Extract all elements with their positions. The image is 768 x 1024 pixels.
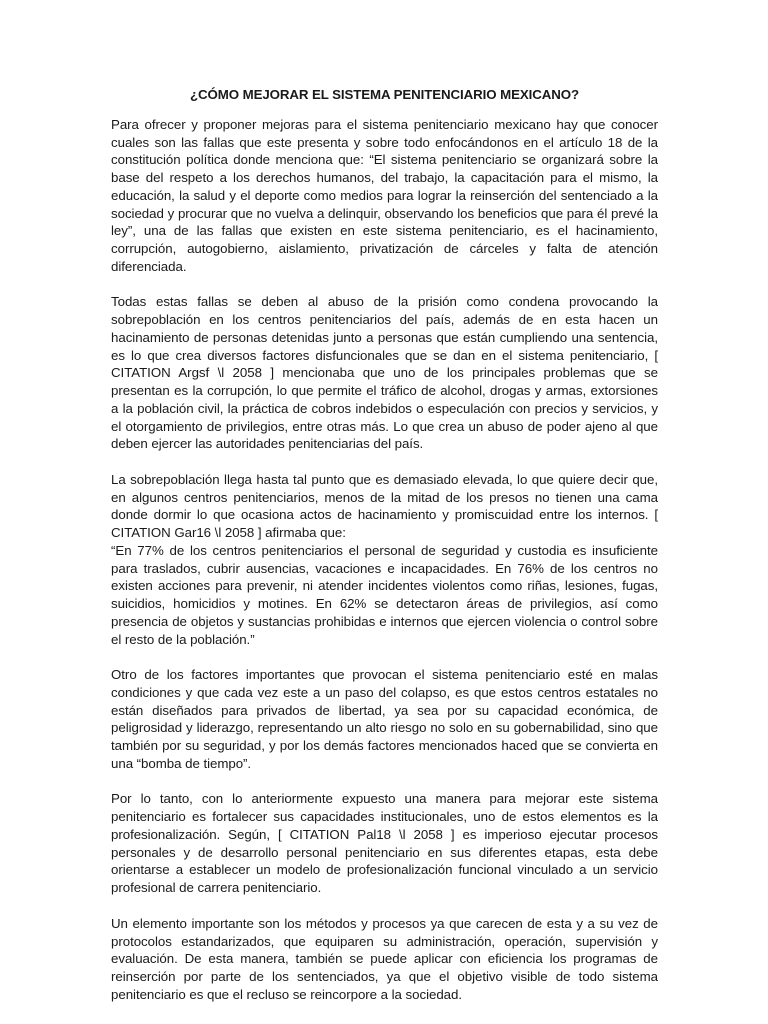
paragraph-methods-processes: Un elemento importante son los métodos y procesos ya que carecen de esta y a su vez de protocolos estandarizados, que equiparen su administración, operación, supervisión y evaluación. De esta manera, también se puede aplicar con eficiencia los programas de reinserción por parte de los sentenciados, ya que el objetivo visible de todo sistema penitenciario es que el recluso se reincorpore a la sociedad. xyxy=(111,915,658,1002)
paragraph-professionalization: Por lo tanto, con lo anteriormente expuesto una manera para mejorar este sistema penitenciario es fortalecer sus capacidades institucionales, uno de estos elementos es la profesionalización. Según, [ CITATION Pal18 \l 2058 ] es imperioso ejecutar procesos personales y de desarrollo personal penitenciario en sus diferentes etapas, esta debe orientarse a establecer un modelo de profesionalización funcional vinculado a un servicio profesional de carrera penitenciario. xyxy=(111,791,658,896)
paragraph-statistics-quote: “En 77% de los centros penitenciarios el personal de seguridad y custodia es insuficiente para traslados, cubrir ausencias, vacaciones e incapacidades. En 76% de los centros no existen acciones para prevenir, ni atender incidentes violentos como riñas, lesiones, fugas, suicidios, homicidios y motines. En 62% se detectaron áreas de privilegios, así como presencia de objetos y sustancias prohibidas e internos que ejercen violencia o control sobre el resto de la población.” xyxy=(111,542,658,647)
paragraph-overpopulation: La sobrepoblación llega hasta tal punto que es demasiado elevada, lo que quiere decir que, en algunos centros penitenciarios, menos de la mitad de los presos no tienen una cama donde dormir lo que ocasiona actos de hacinamiento y promiscuidad entre los internos. [ CITATION Gar16 \l 2058 ] afirmaba que: xyxy=(111,471,658,541)
paragraph-article-18: Para ofrecer y proponer mejoras para el sistema penitenciario mexicano hay que conocer cuales son las fallas que este presenta y sobre todo enfocándonos en el artículo 18 de la constitución política donde menciona que: “El sistema penitenciario se organizará sobre la base del respeto a los derechos humanos, del trabajo, la capacitación para el mismo, la educación, la salud y el deporte como medios para lograr la reinserción del sentenciado a la sociedad y procurar que no vuelva a delinquir, observando los beneficios que para él prevé la ley”, una de las fallas que existen en este sistema penitenciario, es el hacinamiento, corrupción, autogobierno, aislamiento, privatización de cárceles y falta de atención diferenciada. xyxy=(111,116,658,274)
paragraph-other-factors: Otro de los factores importantes que provocan el sistema penitenciario esté en malas condiciones y que cada vez este a un paso del colapso, es que estos centros estatales no están diseñados para privados de libertad, ya sea por su capacidad económica, de peligrosidad y liderazgo, representando un alto riesgo no solo en su gobernabilidad, sino que también por su seguridad, y por los demás factores mencionados haced que se convierta en una “bomba de tiempo”. xyxy=(111,667,658,771)
document-title: ¿CÓMO MEJORAR EL SISTEMA PENITENCIARIO MEXICANO? xyxy=(190,87,579,102)
paragraph-overcrowding-causes: Todas estas fallas se deben al abuso de la prisión como condena provocando la sobrepoblación en los centros penitenciarios del país, además de en esta hacen un hacinamiento de personas detenidas junto a personas que están cumpliendo una sentencia, es lo que crea diversos factores disfuncionales que se dan en el sistema penitenciario, [ CITATION Argsf \l 2058 ] mencionaba que uno de los principales problemas que se presentan es la corrupción, lo que permite el tráfico de alcohol, drogas y armas, extorsiones a la población civil, la práctica de cobros indebidos o especulación con precios y servicios, y el otorgamiento de privilegios, entre otras más. Lo que crea un abuso de poder ajeno al que deben ejercer las autoridades penitenciarias del país. xyxy=(111,294,658,452)
